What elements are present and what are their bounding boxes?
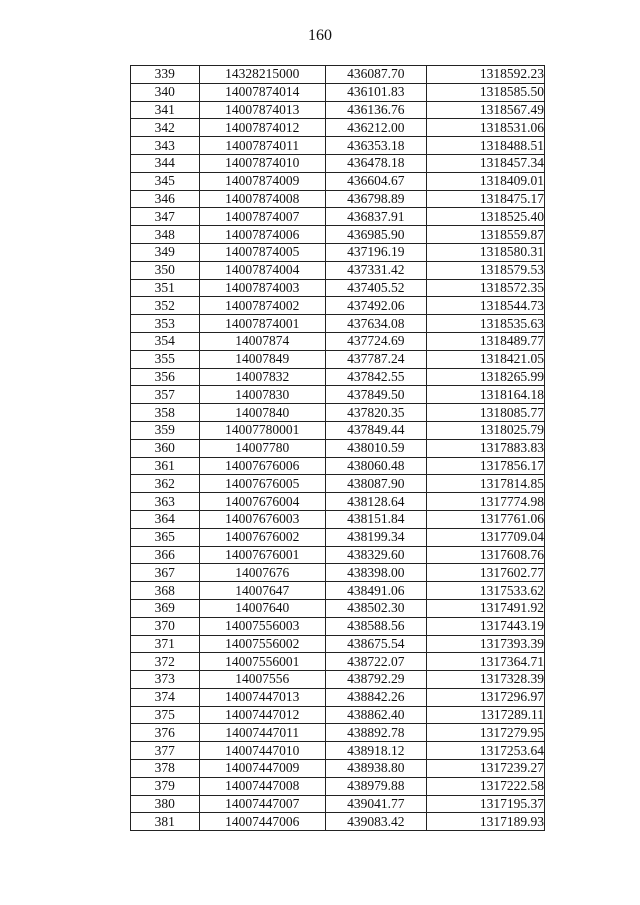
row-number-cell: 346 — [131, 190, 200, 208]
y-coordinate-cell: 1317761.06 — [426, 510, 544, 528]
point-id-cell: 14007447012 — [199, 706, 325, 724]
y-coordinate-cell: 1318421.05 — [426, 350, 544, 368]
y-coordinate-cell: 1318488.51 — [426, 137, 544, 155]
point-id-cell: 14007874012 — [199, 119, 325, 137]
y-coordinate-cell: 1317491.92 — [426, 599, 544, 617]
y-coordinate-cell: 1317443.19 — [426, 617, 544, 635]
x-coordinate-cell: 438010.59 — [325, 439, 426, 457]
table-row — [131, 279, 545, 297]
row-number-cell: 343 — [131, 137, 200, 155]
row-number-cell: 363 — [131, 493, 200, 511]
row-number-cell: 369 — [131, 599, 200, 617]
point-id-cell: 14007849 — [199, 350, 325, 368]
y-coordinate-cell: 1318531.06 — [426, 119, 544, 137]
x-coordinate-cell: 438792.29 — [325, 671, 426, 689]
point-id-cell: 14007874010 — [199, 154, 325, 172]
y-coordinate-cell: 1317189.93 — [426, 813, 544, 831]
x-coordinate-cell: 438675.54 — [325, 635, 426, 653]
point-id-cell: 14007874009 — [199, 172, 325, 190]
table-row — [131, 332, 545, 350]
table-row — [131, 510, 545, 528]
point-id-cell: 14007647 — [199, 582, 325, 600]
y-coordinate-cell: 1318580.31 — [426, 243, 544, 261]
row-number-cell: 361 — [131, 457, 200, 475]
y-coordinate-cell: 1317608.76 — [426, 546, 544, 564]
point-id-cell: 14007874005 — [199, 243, 325, 261]
x-coordinate-cell: 438329.60 — [325, 546, 426, 564]
y-coordinate-cell: 1318525.40 — [426, 208, 544, 226]
table-row — [131, 66, 545, 84]
table-row — [131, 635, 545, 653]
point-id-cell: 14007874003 — [199, 279, 325, 297]
row-number-cell: 340 — [131, 83, 200, 101]
table-row — [131, 795, 545, 813]
x-coordinate-cell: 438128.64 — [325, 493, 426, 511]
table-row — [131, 760, 545, 778]
point-id-cell: 14007447010 — [199, 742, 325, 760]
y-coordinate-cell: 1317253.64 — [426, 742, 544, 760]
row-number-cell: 341 — [131, 101, 200, 119]
table-row — [131, 439, 545, 457]
x-coordinate-cell: 438588.56 — [325, 617, 426, 635]
coordinates-table — [130, 65, 545, 831]
table-row — [131, 421, 545, 439]
y-coordinate-cell: 1317195.37 — [426, 795, 544, 813]
row-number-cell: 354 — [131, 332, 200, 350]
x-coordinate-cell: 436136.76 — [325, 101, 426, 119]
row-number-cell: 379 — [131, 777, 200, 795]
x-coordinate-cell: 438398.00 — [325, 564, 426, 582]
table-row — [131, 688, 545, 706]
y-coordinate-cell: 1318544.73 — [426, 297, 544, 315]
y-coordinate-cell: 1317364.71 — [426, 653, 544, 671]
table-row — [131, 154, 545, 172]
table-row — [131, 297, 545, 315]
page-number: 160 — [308, 27, 332, 44]
point-id-cell: 14007874004 — [199, 261, 325, 279]
point-id-cell: 14007676 — [199, 564, 325, 582]
x-coordinate-cell: 438979.88 — [325, 777, 426, 795]
point-id-cell: 14328215000 — [199, 66, 325, 84]
x-coordinate-cell: 438918.12 — [325, 742, 426, 760]
row-number-cell: 378 — [131, 760, 200, 778]
x-coordinate-cell: 436985.90 — [325, 226, 426, 244]
point-id-cell: 14007447013 — [199, 688, 325, 706]
y-coordinate-cell: 1318457.34 — [426, 154, 544, 172]
table-row — [131, 457, 545, 475]
x-coordinate-cell: 436478.18 — [325, 154, 426, 172]
row-number-cell: 359 — [131, 421, 200, 439]
row-number-cell: 377 — [131, 742, 200, 760]
table-row — [131, 172, 545, 190]
x-coordinate-cell: 436798.89 — [325, 190, 426, 208]
y-coordinate-cell: 1318592.23 — [426, 66, 544, 84]
point-id-cell: 14007447006 — [199, 813, 325, 831]
table-row — [131, 653, 545, 671]
row-number-cell: 366 — [131, 546, 200, 564]
row-number-cell: 345 — [131, 172, 200, 190]
point-id-cell: 14007676004 — [199, 493, 325, 511]
x-coordinate-cell: 438722.07 — [325, 653, 426, 671]
x-coordinate-cell: 436353.18 — [325, 137, 426, 155]
row-number-cell: 362 — [131, 475, 200, 493]
y-coordinate-cell: 1317533.62 — [426, 582, 544, 600]
point-id-cell: 14007556003 — [199, 617, 325, 635]
row-number-cell: 376 — [131, 724, 200, 742]
table-row — [131, 119, 545, 137]
row-number-cell: 367 — [131, 564, 200, 582]
y-coordinate-cell: 1317279.95 — [426, 724, 544, 742]
x-coordinate-cell: 437634.08 — [325, 315, 426, 333]
table-row — [131, 582, 545, 600]
row-number-cell: 349 — [131, 243, 200, 261]
row-number-cell: 365 — [131, 528, 200, 546]
y-coordinate-cell: 1317393.39 — [426, 635, 544, 653]
x-coordinate-cell: 438491.06 — [325, 582, 426, 600]
table-row — [131, 777, 545, 795]
y-coordinate-cell: 1318559.87 — [426, 226, 544, 244]
row-number-cell: 342 — [131, 119, 200, 137]
table-row — [131, 137, 545, 155]
table-row — [131, 475, 545, 493]
point-id-cell: 14007874 — [199, 332, 325, 350]
x-coordinate-cell: 438199.34 — [325, 528, 426, 546]
x-coordinate-cell: 438842.26 — [325, 688, 426, 706]
x-coordinate-cell: 437849.44 — [325, 421, 426, 439]
table-row — [131, 386, 545, 404]
x-coordinate-cell: 438060.48 — [325, 457, 426, 475]
row-number-cell: 350 — [131, 261, 200, 279]
point-id-cell: 14007874002 — [199, 297, 325, 315]
row-number-cell: 374 — [131, 688, 200, 706]
y-coordinate-cell: 1318164.18 — [426, 386, 544, 404]
point-id-cell: 14007556001 — [199, 653, 325, 671]
row-number-cell: 364 — [131, 510, 200, 528]
table-row — [131, 226, 545, 244]
x-coordinate-cell: 437849.50 — [325, 386, 426, 404]
table-row — [131, 617, 545, 635]
x-coordinate-cell: 437787.24 — [325, 350, 426, 368]
point-id-cell: 14007447009 — [199, 760, 325, 778]
y-coordinate-cell: 1318579.53 — [426, 261, 544, 279]
point-id-cell: 14007676005 — [199, 475, 325, 493]
point-id-cell: 14007556 — [199, 671, 325, 689]
table-row — [131, 742, 545, 760]
table-body — [131, 66, 545, 831]
row-number-cell: 375 — [131, 706, 200, 724]
table-row — [131, 261, 545, 279]
point-id-cell: 14007874008 — [199, 190, 325, 208]
row-number-cell: 373 — [131, 671, 200, 689]
point-id-cell: 14007874006 — [199, 226, 325, 244]
y-coordinate-cell: 1317709.04 — [426, 528, 544, 546]
x-coordinate-cell: 436837.91 — [325, 208, 426, 226]
row-number-cell: 355 — [131, 350, 200, 368]
table-row — [131, 546, 545, 564]
point-id-cell: 14007874001 — [199, 315, 325, 333]
x-coordinate-cell: 437196.19 — [325, 243, 426, 261]
y-coordinate-cell: 1318025.79 — [426, 421, 544, 439]
x-coordinate-cell: 438502.30 — [325, 599, 426, 617]
point-id-cell: 14007874011 — [199, 137, 325, 155]
x-coordinate-cell: 439083.42 — [325, 813, 426, 831]
y-coordinate-cell: 1318265.99 — [426, 368, 544, 386]
point-id-cell: 14007447008 — [199, 777, 325, 795]
table-row — [131, 599, 545, 617]
row-number-cell: 371 — [131, 635, 200, 653]
y-coordinate-cell: 1318585.50 — [426, 83, 544, 101]
x-coordinate-cell: 438862.40 — [325, 706, 426, 724]
table-row — [131, 813, 545, 831]
y-coordinate-cell: 1317239.27 — [426, 760, 544, 778]
x-coordinate-cell: 438151.84 — [325, 510, 426, 528]
point-id-cell: 14007640 — [199, 599, 325, 617]
y-coordinate-cell: 1318567.49 — [426, 101, 544, 119]
point-id-cell: 14007556002 — [199, 635, 325, 653]
point-id-cell: 14007676002 — [199, 528, 325, 546]
table-row — [131, 83, 545, 101]
x-coordinate-cell: 437724.69 — [325, 332, 426, 350]
table-row — [131, 315, 545, 333]
point-id-cell: 14007676006 — [199, 457, 325, 475]
y-coordinate-cell: 1317774.98 — [426, 493, 544, 511]
y-coordinate-cell: 1317296.97 — [426, 688, 544, 706]
point-id-cell: 14007676003 — [199, 510, 325, 528]
row-number-cell: 380 — [131, 795, 200, 813]
table-row — [131, 404, 545, 422]
table-row — [131, 208, 545, 226]
point-id-cell: 14007780001 — [199, 421, 325, 439]
table-row — [131, 368, 545, 386]
y-coordinate-cell: 1318535.63 — [426, 315, 544, 333]
y-coordinate-cell: 1317883.83 — [426, 439, 544, 457]
table-row — [131, 671, 545, 689]
x-coordinate-cell: 437492.06 — [325, 297, 426, 315]
row-number-cell: 351 — [131, 279, 200, 297]
x-coordinate-cell: 436101.83 — [325, 83, 426, 101]
table-row — [131, 724, 545, 742]
row-number-cell: 368 — [131, 582, 200, 600]
row-number-cell: 339 — [131, 66, 200, 84]
row-number-cell: 360 — [131, 439, 200, 457]
row-number-cell: 352 — [131, 297, 200, 315]
y-coordinate-cell: 1318489.77 — [426, 332, 544, 350]
x-coordinate-cell: 437405.52 — [325, 279, 426, 297]
table-row — [131, 564, 545, 582]
y-coordinate-cell: 1317289.11 — [426, 706, 544, 724]
point-id-cell: 14007780 — [199, 439, 325, 457]
x-coordinate-cell: 438087.90 — [325, 475, 426, 493]
x-coordinate-cell: 436087.70 — [325, 66, 426, 84]
x-coordinate-cell: 437842.55 — [325, 368, 426, 386]
x-coordinate-cell: 438938.80 — [325, 760, 426, 778]
x-coordinate-cell: 438892.78 — [325, 724, 426, 742]
table-row — [131, 706, 545, 724]
y-coordinate-cell: 1318572.35 — [426, 279, 544, 297]
row-number-cell: 358 — [131, 404, 200, 422]
table-row — [131, 493, 545, 511]
row-number-cell: 381 — [131, 813, 200, 831]
row-number-cell: 357 — [131, 386, 200, 404]
table-row — [131, 101, 545, 119]
point-id-cell: 14007874014 — [199, 83, 325, 101]
x-coordinate-cell: 439041.77 — [325, 795, 426, 813]
point-id-cell: 14007840 — [199, 404, 325, 422]
table-row — [131, 190, 545, 208]
x-coordinate-cell: 437331.42 — [325, 261, 426, 279]
x-coordinate-cell: 436212.00 — [325, 119, 426, 137]
row-number-cell: 372 — [131, 653, 200, 671]
point-id-cell: 14007832 — [199, 368, 325, 386]
point-id-cell: 14007447011 — [199, 724, 325, 742]
table-row — [131, 243, 545, 261]
y-coordinate-cell: 1317328.39 — [426, 671, 544, 689]
y-coordinate-cell: 1317856.17 — [426, 457, 544, 475]
row-number-cell: 356 — [131, 368, 200, 386]
y-coordinate-cell: 1317602.77 — [426, 564, 544, 582]
row-number-cell: 353 — [131, 315, 200, 333]
row-number-cell: 347 — [131, 208, 200, 226]
row-number-cell: 370 — [131, 617, 200, 635]
table-row — [131, 528, 545, 546]
x-coordinate-cell: 437820.35 — [325, 404, 426, 422]
y-coordinate-cell: 1317814.85 — [426, 475, 544, 493]
point-id-cell: 14007447007 — [199, 795, 325, 813]
y-coordinate-cell: 1318409.01 — [426, 172, 544, 190]
y-coordinate-cell: 1318475.17 — [426, 190, 544, 208]
table-row — [131, 350, 545, 368]
y-coordinate-cell: 1318085.77 — [426, 404, 544, 422]
row-number-cell: 348 — [131, 226, 200, 244]
row-number-cell: 344 — [131, 154, 200, 172]
point-id-cell: 14007830 — [199, 386, 325, 404]
y-coordinate-cell: 1317222.58 — [426, 777, 544, 795]
point-id-cell: 14007676001 — [199, 546, 325, 564]
point-id-cell: 14007874013 — [199, 101, 325, 119]
point-id-cell: 14007874007 — [199, 208, 325, 226]
x-coordinate-cell: 436604.67 — [325, 172, 426, 190]
